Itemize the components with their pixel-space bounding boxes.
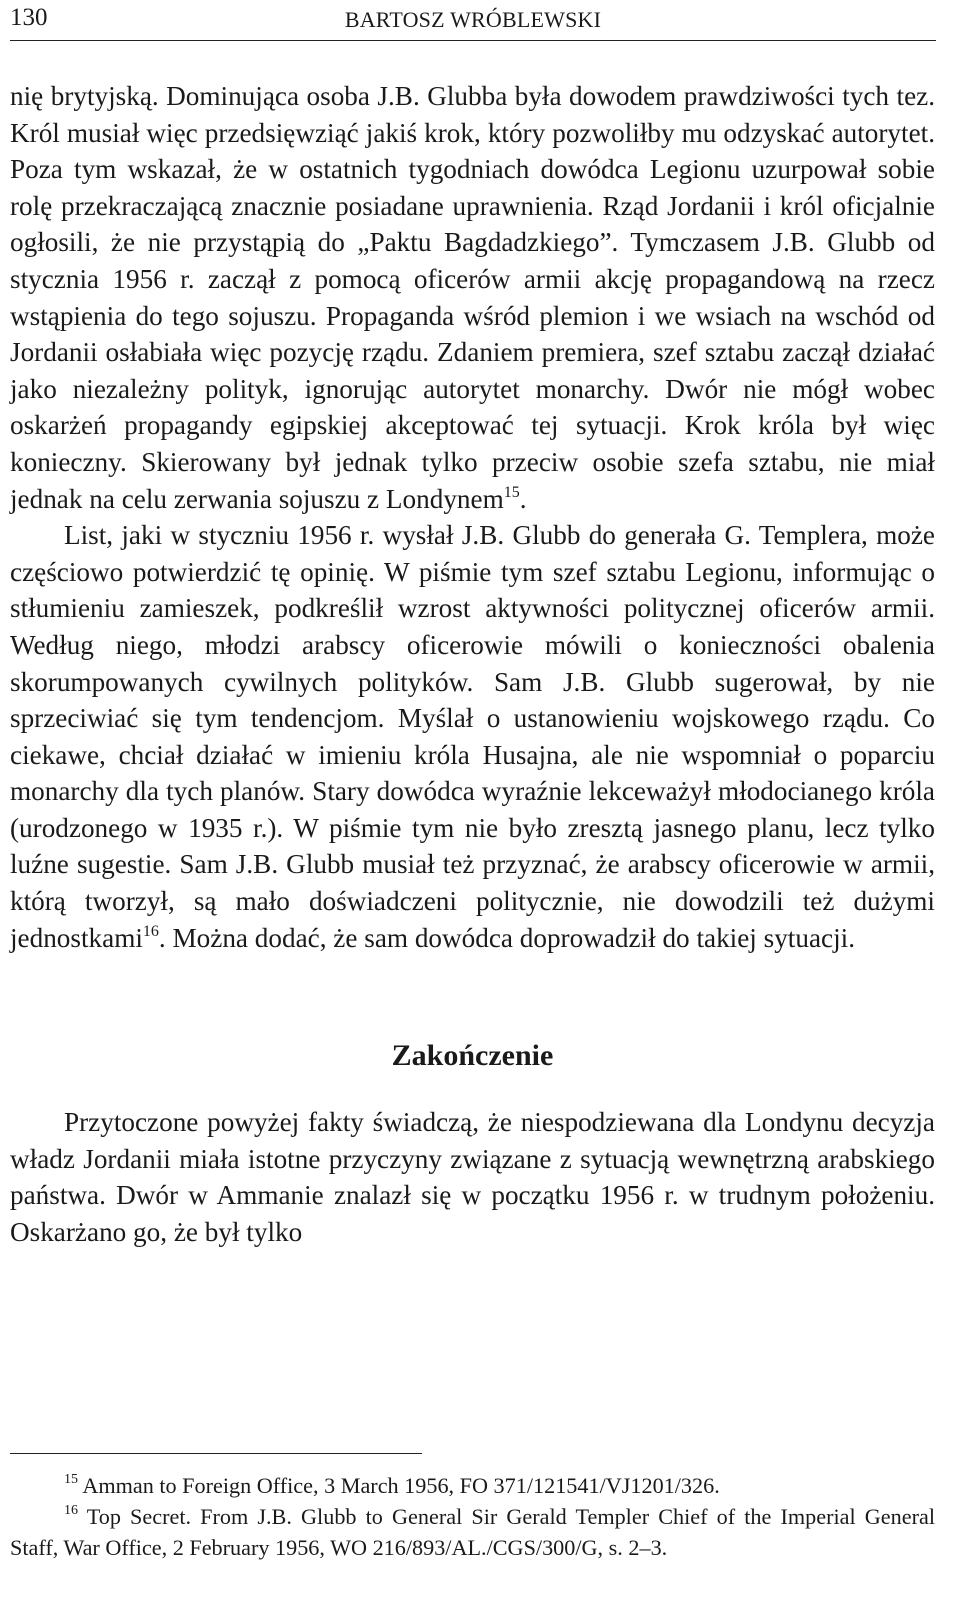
paragraph-text: .	[519, 483, 527, 514]
footnote-text: Top Secret. From J.B. Glubb to General Sir Gerald Templer Chief of the Imperial General Staff, War Office, 2 February 1956, WO 216/893/AL./CGS/300/G, s. 2–3.	[10, 1504, 935, 1560]
paragraph-text: . Można dodać, że sam dowódca doprowadził do takiej sytuacji.	[158, 922, 855, 953]
page-number: 130	[10, 4, 48, 31]
footnote-text: Amman to Foreign Office, 3 March 1956, FO 371/121541/VJ1201/326.	[82, 1473, 720, 1498]
footnote	[10, 1470, 935, 1501]
body-text	[10, 78, 935, 1251]
paragraph: Przytoczone powyżej fakty świadczą, że niespodziewana dla Londynu decyzja władz Jordanii miała istotne przyczyny związane z sytuacją wewnętrzną arabskiego państwa. Dwór w Ammanie znalazł się w początku 1956 r. w trudnym położeniu. Oskarżano go, że był tylko	[10, 1107, 935, 1248]
paragraph	[10, 78, 935, 517]
paragraph-text: List, jaki w styczniu 1956 r. wysłał J.B. Glubb do generała G. Templera, może częściowo potwierdzić tę opinię. W piśmie tym szef sztabu Legionu, informując o stłumieniu zamieszek, podkreślił wzrost aktywności politycznej oficerów armii. Według niego, młodzi arabscy oficerowie mówili o konieczności obalenia skorumpowanych cywilnych polityków. Sam J.B. Glubb sugerował, by nie sprzeciwiać się tym tendencjom. Myślał o ustanowieniu wojskowego rządu. Co ciekawe, chciał działać w imieniu króla Husajna, ale nie wspomniał o poparciu monarchy dla tych planów. Stary dowódca wyraźnie lekceważył młodocianego króla (urodzonego w 1935 r.). W piśmie tym nie było zresztą jasnego planu, lecz tylko luźne sugestie. Sam J.B. Glubb musiał też przyznać, że arabscy oficerowie w armii, którą tworzył, są mało doświadczeni politycznie, nie dowodzili też dużymi jednostkami	[10, 520, 935, 953]
footnote-number: 16	[64, 1503, 78, 1518]
section-heading: Zakończenie	[391, 1039, 554, 1073]
footnote-number: 15	[64, 1472, 78, 1487]
footnote	[10, 1501, 935, 1563]
paragraph-text: nię brytyjską. Dominująca osoba J.B. Glubba była dowodem prawdziwości tych tez. Król musiał więc przedsięwziąć jakiś krok, który pozwoliłby mu odzyskać autorytet. Poza tym wskazał, że w ostatnich tygodniach dowódca Legionu uzurpował sobie rolę przekraczającą znacznie posiadane uprawnienia. Rząd Jordanii i król oficjalnie ogłosili, że nie przystąpią do „Paktu Bagdadzkiego”. Tymczasem J.B. Glubb od stycznia 1956 r. zaczął z pomocą oficerów armii akcję propagandową na rzecz wstąpienia do tego sojuszu. Propaganda wśród plemion i we wsiach na wschód od Jordanii osłabiała więc pozycję rządu. Zdaniem premiera, szef sztabu zaczął działać jako niezależny polityk, ignorując autorytet monarchy. Dwór nie mógł wobec oskarżeń propagandy egipskiej akceptować tej sytuacji. Krok króla był więc konieczny. Skierowany był jednak tylko przeciw osobie szefa sztabu, nie miał jednak na celu zerwania sojuszu z Londynem	[10, 81, 935, 514]
footnotes	[10, 1470, 935, 1563]
running-head: BARTOSZ WRÓBLEWSKI	[344, 7, 602, 32]
footnote-ref: 15	[503, 483, 520, 501]
footnote-rule	[10, 1453, 422, 1454]
page-header	[10, 0, 936, 41]
footnote-ref: 16	[142, 922, 159, 940]
paragraph	[10, 517, 935, 956]
